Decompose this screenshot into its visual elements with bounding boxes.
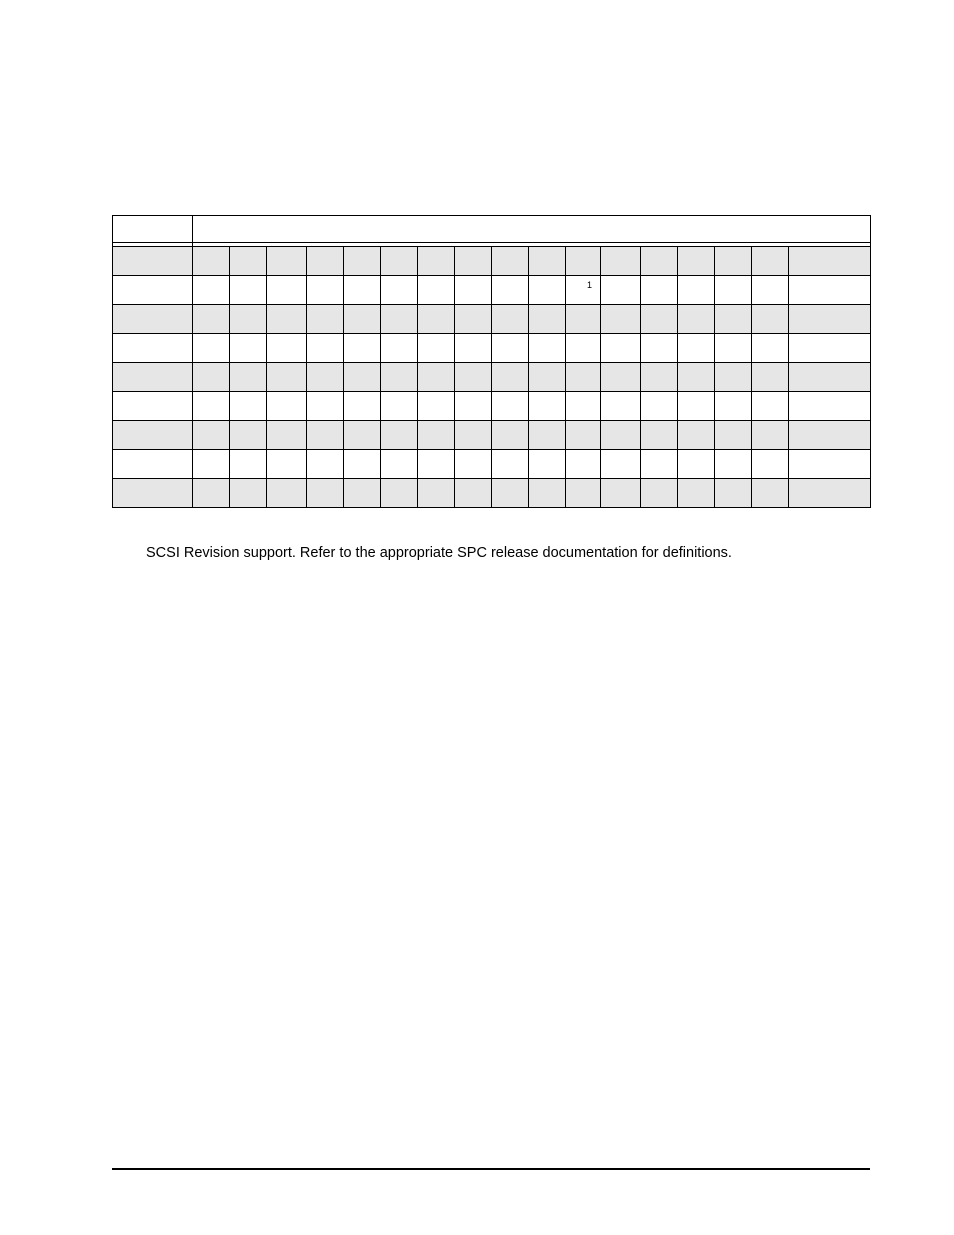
table-cell	[789, 363, 871, 392]
table-cell	[752, 392, 789, 421]
table-cell	[715, 276, 752, 305]
table-cell	[455, 305, 492, 334]
table-cell	[601, 276, 641, 305]
table-cell	[752, 363, 789, 392]
table-cell	[601, 363, 641, 392]
table-cell	[344, 305, 381, 334]
table-cell	[307, 392, 344, 421]
table-cell	[230, 392, 267, 421]
table-cell	[418, 421, 455, 450]
table-cell	[678, 392, 715, 421]
table-cell	[267, 247, 307, 276]
table-cell	[344, 479, 381, 508]
table-row	[113, 305, 871, 334]
table-cell	[715, 450, 752, 479]
revision-support-table	[112, 215, 871, 508]
table-cell	[492, 247, 529, 276]
table-cell	[455, 392, 492, 421]
table-cell	[492, 421, 529, 450]
table-cell	[113, 247, 193, 276]
table-cell	[752, 305, 789, 334]
table-cell	[193, 392, 230, 421]
table-cell	[113, 421, 193, 450]
table-cell	[455, 363, 492, 392]
table-cell	[566, 479, 601, 508]
table-cell	[715, 363, 752, 392]
header-cell-label	[113, 216, 193, 243]
table-cell	[715, 421, 752, 450]
table-cell	[529, 450, 566, 479]
table-row	[113, 334, 871, 363]
table-cell	[113, 276, 193, 305]
table-row	[113, 247, 871, 276]
table-cell	[230, 421, 267, 450]
table-cell	[307, 421, 344, 450]
table-cell	[715, 305, 752, 334]
table-cell	[529, 363, 566, 392]
table-cell	[455, 334, 492, 363]
table-cell	[492, 276, 529, 305]
table-cell	[678, 363, 715, 392]
table-row	[113, 363, 871, 392]
table-cell	[381, 450, 418, 479]
table-cell	[492, 479, 529, 508]
table-cell	[492, 450, 529, 479]
table-cell	[193, 363, 230, 392]
table-cell	[381, 305, 418, 334]
table-cell	[267, 392, 307, 421]
footer-rule	[112, 1168, 870, 1170]
table-cell	[113, 305, 193, 334]
table-row	[113, 421, 871, 450]
table-cell	[715, 392, 752, 421]
table-cell	[752, 334, 789, 363]
table-cell	[492, 392, 529, 421]
table-cell	[230, 247, 267, 276]
table-cell	[113, 334, 193, 363]
table-cell	[678, 450, 715, 479]
table-cell	[307, 305, 344, 334]
table-cell	[455, 421, 492, 450]
table-cell	[418, 247, 455, 276]
table-cell	[789, 334, 871, 363]
table-cell	[566, 276, 601, 305]
table-cell	[381, 334, 418, 363]
table-cell	[344, 334, 381, 363]
table-cell	[344, 363, 381, 392]
table-cell	[307, 363, 344, 392]
table-cell	[789, 247, 871, 276]
table-cell	[641, 305, 678, 334]
table-cell	[193, 479, 230, 508]
table-cell	[307, 479, 344, 508]
table-cell	[113, 363, 193, 392]
table-cell	[678, 479, 715, 508]
table-cell	[529, 247, 566, 276]
table-cell	[715, 334, 752, 363]
table-header-row	[113, 216, 871, 243]
table-cell	[678, 334, 715, 363]
table-cell	[230, 479, 267, 508]
table-row	[113, 479, 871, 508]
table-cell	[601, 247, 641, 276]
table-cell	[601, 305, 641, 334]
table-cell	[418, 450, 455, 479]
table-cell	[418, 305, 455, 334]
table-cell	[113, 450, 193, 479]
table-cell	[381, 479, 418, 508]
table-cell	[678, 276, 715, 305]
table-cell	[678, 421, 715, 450]
table-cell	[381, 363, 418, 392]
table-cell	[601, 421, 641, 450]
table-cell	[344, 421, 381, 450]
table-cell	[230, 450, 267, 479]
table-cell	[566, 392, 601, 421]
footnote-marker: 1	[586, 280, 592, 290]
table-cell	[752, 479, 789, 508]
table-cell	[307, 247, 344, 276]
table-cell	[529, 479, 566, 508]
table-cell	[678, 305, 715, 334]
table-cell	[492, 334, 529, 363]
table-cell	[789, 276, 871, 305]
table-cell	[381, 392, 418, 421]
table-cell	[344, 392, 381, 421]
table-cell	[789, 479, 871, 508]
table-cell	[344, 276, 381, 305]
table-cell	[566, 450, 601, 479]
table-cell	[752, 276, 789, 305]
table-row	[113, 450, 871, 479]
table-cell	[641, 421, 678, 450]
table-cell	[455, 450, 492, 479]
table-cell	[113, 479, 193, 508]
table-cell	[641, 479, 678, 508]
table-cell	[307, 334, 344, 363]
table-cell	[678, 247, 715, 276]
table-cell	[418, 334, 455, 363]
table-cell	[641, 363, 678, 392]
table-cell	[267, 363, 307, 392]
table-cell	[267, 450, 307, 479]
table-cell	[267, 421, 307, 450]
table-cell	[641, 247, 678, 276]
table-cell	[529, 276, 566, 305]
table-cell	[230, 305, 267, 334]
table-cell	[381, 421, 418, 450]
table-cell	[267, 334, 307, 363]
header-cell-span	[193, 216, 871, 243]
table-cell	[193, 334, 230, 363]
table-cell	[492, 363, 529, 392]
table-cell	[267, 305, 307, 334]
table-cell	[230, 276, 267, 305]
table-cell	[601, 450, 641, 479]
table-cell	[715, 247, 752, 276]
table-cell	[418, 276, 455, 305]
table-cell	[492, 305, 529, 334]
table-cell	[641, 334, 678, 363]
table-cell	[455, 479, 492, 508]
table-cell	[113, 392, 193, 421]
table-cell	[529, 305, 566, 334]
table-cell	[566, 421, 601, 450]
table-cell	[601, 479, 641, 508]
table-cell	[344, 247, 381, 276]
table-cell	[601, 334, 641, 363]
table-cell	[752, 247, 789, 276]
table-cell	[455, 247, 492, 276]
table-cell	[529, 392, 566, 421]
table-cell	[455, 276, 492, 305]
table-cell	[418, 479, 455, 508]
table-cell	[789, 392, 871, 421]
table-cell	[344, 450, 381, 479]
table-cell	[307, 450, 344, 479]
table-cell	[566, 363, 601, 392]
table-cell	[307, 276, 344, 305]
table-cell	[193, 450, 230, 479]
table-cell	[752, 450, 789, 479]
table-cell	[418, 363, 455, 392]
table-cell	[381, 247, 418, 276]
table-cell	[381, 276, 418, 305]
table-cell	[641, 276, 678, 305]
table-cell	[715, 479, 752, 508]
table-cell	[529, 421, 566, 450]
table-row	[113, 392, 871, 421]
table-cell	[601, 392, 641, 421]
table-row	[113, 276, 871, 305]
table-cell	[566, 305, 601, 334]
table-cell	[566, 247, 601, 276]
table-cell	[230, 334, 267, 363]
table-cell	[566, 334, 601, 363]
table-cell	[193, 421, 230, 450]
table-cell	[641, 450, 678, 479]
table-cell	[529, 334, 566, 363]
table-cell	[641, 392, 678, 421]
table-body	[113, 216, 871, 508]
table-cell	[789, 450, 871, 479]
table-cell	[418, 392, 455, 421]
table-cell	[193, 276, 230, 305]
footnote-text: SCSI Revision support. Refer to the appropriate SPC release documentation for definitions.	[146, 545, 732, 561]
table-cell	[193, 305, 230, 334]
table-cell	[267, 276, 307, 305]
table-cell	[789, 305, 871, 334]
table-cell	[752, 421, 789, 450]
table-cell	[193, 247, 230, 276]
table-cell	[789, 421, 871, 450]
table-cell	[230, 363, 267, 392]
table-cell	[267, 479, 307, 508]
